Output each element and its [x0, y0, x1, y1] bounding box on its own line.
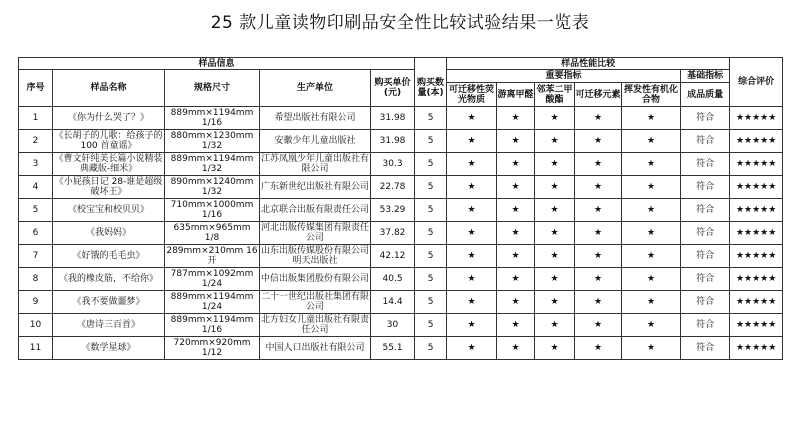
table-row [19, 245, 783, 268]
cell-rating: ★★★★★ [730, 176, 783, 199]
cell-elements-star: ★ [575, 314, 622, 337]
cell-voc-star: ★ [622, 176, 681, 199]
header-overall: 综合评价 [730, 58, 783, 107]
cell-phthalate-star: ★ [535, 314, 575, 337]
table-row [19, 176, 783, 199]
cell-spec: 720mm×920mm 1/12 [165, 337, 260, 360]
header-performance: 样品性能比较 [447, 58, 730, 70]
cell-price: 22.78 [371, 176, 415, 199]
cell-voc-star: ★ [622, 107, 681, 130]
table-row [19, 314, 783, 337]
cell-seq: 11 [19, 337, 53, 360]
cell-producer: 河北出版传媒集团有限责任公司 [260, 223, 369, 243]
cell-seq: 9 [19, 291, 53, 314]
cell-price: 53.29 [371, 199, 415, 222]
cell-phthalate-star: ★ [535, 245, 575, 268]
cell-name: 《我妈妈》 [53, 222, 165, 245]
cell-rating: ★★★★★ [730, 199, 783, 222]
header-phthalate: 邻苯二甲酸酯 [536, 84, 573, 105]
header-producer: 生产单位 [260, 70, 371, 107]
cell-fluor-star: ★ [447, 268, 497, 291]
cell-name: 《校宝宝和校贝贝》 [53, 199, 165, 222]
table-row [19, 291, 783, 314]
cell-seq: 7 [19, 245, 53, 268]
cell-fluor-star: ★ [447, 130, 497, 153]
cell-formaldehyde-star: ★ [497, 291, 535, 314]
table-row [19, 107, 783, 130]
header-fluor: 可迁移性荧光物质 [447, 83, 497, 107]
cell-elements-star: ★ [575, 268, 622, 291]
cell-quality: 符合 [681, 130, 730, 153]
cell-phthalate-star: ★ [535, 130, 575, 153]
cell-spec: 889mm×1194mm 1/16 [165, 107, 260, 130]
table-row [19, 130, 783, 153]
cell-phthalate-star: ★ [535, 199, 575, 222]
cell-price: 31.98 [371, 107, 415, 130]
header-quality: 成品质量 [681, 83, 730, 107]
cell-spec: 289mm×210mm 16 开 [166, 246, 258, 266]
cell-phthalate-star: ★ [535, 176, 575, 199]
table-row [19, 222, 783, 245]
cell-formaldehyde-star: ★ [497, 222, 535, 245]
cell-producer: 希望出版社有限公司 [260, 107, 371, 130]
cell-name: 《曹文轩纯美长篇小说精装典藏版-细米》 [54, 154, 163, 174]
cell-rating: ★★★★★ [730, 130, 783, 153]
header-qty: 购买数量(本) [415, 70, 447, 107]
cell-qty: 5 [415, 245, 447, 268]
header-key-indicators: 重要指标 [447, 70, 681, 83]
cell-price: 14.4 [371, 291, 415, 314]
cell-voc-star: ★ [622, 245, 681, 268]
cell-voc-star: ★ [622, 153, 681, 176]
cell-phthalate-star: ★ [535, 153, 575, 176]
cell-quality: 符合 [681, 337, 730, 360]
cell-voc-star: ★ [622, 314, 681, 337]
cell-price: 40.5 [371, 268, 415, 291]
cell-elements-star: ★ [575, 222, 622, 245]
cell-qty: 5 [415, 130, 447, 153]
table-row [19, 199, 783, 222]
cell-price: 42.12 [371, 245, 415, 268]
cell-phthalate-star: ★ [535, 337, 575, 360]
cell-elements-star: ★ [575, 176, 622, 199]
table-body [19, 107, 783, 360]
cell-seq: 3 [19, 153, 53, 176]
cell-quality: 符合 [681, 153, 730, 176]
cell-formaldehyde-star: ★ [497, 153, 535, 176]
cell-fluor-star: ★ [447, 176, 497, 199]
cell-rating: ★★★★★ [730, 291, 783, 314]
cell-phthalate-star: ★ [535, 107, 575, 130]
cell-elements-star: ★ [575, 337, 622, 360]
results-table [18, 57, 783, 360]
cell-producer: 江苏凤凰少年儿童出版社有限公司 [260, 154, 369, 174]
cell-seq: 6 [19, 222, 53, 245]
cell-qty: 5 [415, 153, 447, 176]
cell-phthalate-star: ★ [535, 291, 575, 314]
header-spec: 规格尺寸 [165, 70, 260, 107]
cell-fluor-star: ★ [447, 314, 497, 337]
cell-elements-star: ★ [575, 130, 622, 153]
cell-qty: 5 [415, 107, 447, 130]
table-row [19, 337, 783, 360]
cell-qty: 5 [415, 337, 447, 360]
cell-name: 《唐诗三百首》 [53, 314, 165, 337]
cell-qty: 5 [415, 314, 447, 337]
cell-spec: 787mm×1092mm 1/24 [165, 268, 260, 291]
table-row [19, 153, 783, 176]
cell-formaldehyde-star: ★ [497, 130, 535, 153]
cell-rating: ★★★★★ [730, 107, 783, 130]
cell-spec: 889mm×1194mm 1/24 [165, 291, 260, 314]
cell-rating: ★★★★★ [730, 337, 783, 360]
header-sample-info: 样品信息 [19, 58, 415, 70]
cell-fluor-star: ★ [447, 291, 497, 314]
page-title: 25 款儿童读物印刷品安全性比较试验结果一览表 [210, 13, 590, 33]
cell-fluor-star: ★ [447, 337, 497, 360]
header-free-formaldehyde: 游离甲醛 [497, 83, 535, 107]
cell-phthalate-star: ★ [535, 268, 575, 291]
cell-producer: 北京联合出版有限责任公司 [260, 199, 371, 222]
cell-spec: 710mm×1000mm 1/16 [165, 199, 260, 222]
header-migratable-elements: 可迁移元素 [575, 83, 622, 107]
cell-producer: 中信出版集团股份有限公司 [260, 268, 371, 291]
cell-quality: 符合 [681, 222, 730, 245]
cell-producer: 中国人口出版社有限公司 [260, 337, 371, 360]
cell-quality: 符合 [681, 268, 730, 291]
cell-seq: 2 [19, 130, 53, 153]
cell-name: 《数学星球》 [53, 337, 165, 360]
cell-fluor-star: ★ [447, 199, 497, 222]
cell-voc-star: ★ [622, 337, 681, 360]
cell-formaldehyde-star: ★ [497, 268, 535, 291]
cell-formaldehyde-star: ★ [497, 337, 535, 360]
cell-name: 《小屁孩日记 28-谁是超级破坏王》 [53, 176, 165, 199]
cell-voc-star: ★ [622, 199, 681, 222]
cell-elements-star: ★ [575, 199, 622, 222]
cell-voc-star: ★ [622, 268, 681, 291]
cell-fluor-star: ★ [447, 245, 497, 268]
cell-quality: 符合 [681, 314, 730, 337]
cell-voc-star: ★ [622, 222, 681, 245]
cell-price: 55.1 [371, 337, 415, 360]
header-basic-indicators: 基础指标 [681, 70, 730, 83]
cell-seq: 5 [19, 199, 53, 222]
cell-elements-star: ★ [575, 245, 622, 268]
cell-qty: 5 [415, 222, 447, 245]
cell-rating: ★★★★★ [730, 314, 783, 337]
cell-qty: 5 [415, 176, 447, 199]
cell-seq: 8 [19, 268, 53, 291]
cell-formaldehyde-star: ★ [497, 176, 535, 199]
table-row [19, 268, 783, 291]
cell-qty: 5 [415, 291, 447, 314]
cell-seq: 4 [19, 176, 53, 199]
cell-spec: 889mm×1194mm 1/16 [165, 314, 260, 337]
cell-producer: 北方妇女儿童出版社有限责任公司 [260, 315, 369, 335]
cell-formaldehyde-star: ★ [497, 107, 535, 130]
header-seq: 序号 [19, 70, 53, 107]
cell-spec: 635mm×965mm 1/8 [165, 222, 260, 245]
cell-producer: 广东新世纪出版社有限公司 [260, 176, 371, 199]
header-voc: 挥发性有机化合物 [622, 83, 681, 107]
cell-phthalate-star: ★ [535, 222, 575, 245]
cell-formaldehyde-star: ★ [497, 314, 535, 337]
cell-price: 31.98 [371, 130, 415, 153]
cell-name: 《我不要做噩梦》 [53, 291, 165, 314]
cell-price: 37.82 [371, 222, 415, 245]
cell-quality: 符合 [681, 245, 730, 268]
cell-name: 《长胡子的儿歌：给孩子的 100 首童谣》 [54, 131, 163, 151]
cell-rating: ★★★★★ [730, 153, 783, 176]
cell-elements-star: ★ [575, 107, 622, 130]
cell-rating: ★★★★★ [730, 222, 783, 245]
cell-fluor-star: ★ [447, 107, 497, 130]
cell-producer: 二十一世纪出版社集团有限公司 [260, 292, 369, 312]
cell-formaldehyde-star: ★ [497, 199, 535, 222]
header-price: 购买单价(元) [371, 70, 415, 107]
cell-spec: 889mm×1194mm 1/32 [165, 153, 260, 176]
cell-formaldehyde-star: ★ [497, 245, 535, 268]
cell-quality: 符合 [681, 107, 730, 130]
cell-elements-star: ★ [575, 153, 622, 176]
cell-quality: 符合 [681, 199, 730, 222]
header-name: 样品名称 [53, 70, 165, 107]
cell-qty: 5 [415, 199, 447, 222]
cell-producer: 山东出版传媒股份有限公司 明天出版社 [260, 246, 369, 266]
cell-fluor-star: ★ [447, 153, 497, 176]
cell-name: 《好饿的毛毛虫》 [53, 245, 165, 268]
cell-rating: ★★★★★ [730, 268, 783, 291]
cell-voc-star: ★ [622, 291, 681, 314]
cell-elements-star: ★ [575, 291, 622, 314]
cell-spec: 890mm×1240mm 1/32 [165, 176, 260, 199]
cell-rating: ★★★★★ [730, 245, 783, 268]
cell-producer: 安徽少年儿童出版社 [260, 130, 371, 153]
cell-spec: 880mm×1230mm 1/32 [165, 130, 260, 153]
cell-quality: 符合 [681, 291, 730, 314]
cell-price: 30 [371, 314, 415, 337]
cell-seq: 1 [19, 107, 53, 130]
cell-quality: 符合 [681, 176, 730, 199]
cell-name: 《我的橡皮筋，不给你》 [53, 268, 165, 291]
cell-qty: 5 [415, 268, 447, 291]
header-qty-top [415, 58, 447, 70]
cell-voc-star: ★ [622, 130, 681, 153]
cell-name: 《你为什么哭了？》 [53, 107, 165, 130]
cell-fluor-star: ★ [447, 222, 497, 245]
cell-seq: 10 [19, 314, 53, 337]
cell-price: 30.3 [371, 153, 415, 176]
